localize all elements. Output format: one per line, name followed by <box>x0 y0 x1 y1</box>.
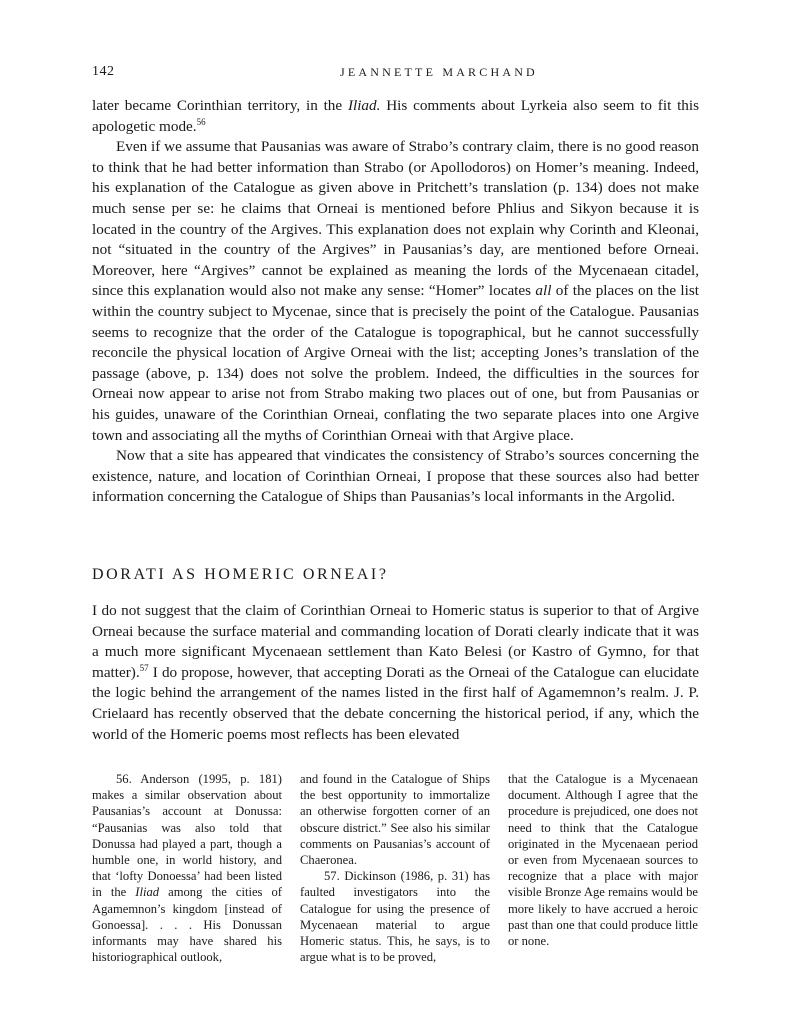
section-heading: DORATI AS HOMERIC ORNEAI? <box>92 566 389 583</box>
p4-text-a: I do not suggest that the claim of Corinthian Orneai to Homeric status is superior to that of Argive Orneai because the surface material and commanding location of Dorati clearly indicate that it was a much more significant Mycenaean settlement than Kato Belesi (or Kastro of Gymno, for that matter). <box>92 602 699 681</box>
paragraph-2 <box>92 137 699 446</box>
p2-text-b: of the places on the list within the country subject to Mycenae, since that is precisely the point of the Catalogue. Pausanias seems to recognize that the order of the Catalogue is topographical, but he cannot successfully reconcile the physical location of Argive Orneai with the list; accepting Jones’s translation of the passage (above, p. 134) does not solve the problem. Indeed, the difficulties in the sources for Orneai now appear to arise not from Strabo making two places out of one, but from Pausanias or his guides, unaware of the Corinthian Orneai, conflating the two separate places into one Argive town and associating all the myths of Corinthian Orneai with that Argive place. <box>92 282 699 444</box>
p1-text-a: later became Corinthian territory, in the <box>92 97 348 114</box>
p1-text-b: His comments about Lyrkeia also seem to fit this apologetic mode. <box>92 97 700 135</box>
footnote-ref-57[interactable]: 57 <box>139 662 149 673</box>
p2-italic-all: all <box>535 282 552 300</box>
fn56-italic-iliad: Iliad <box>135 885 160 900</box>
body-text-lower <box>92 601 699 745</box>
p1-italic-iliad: Iliad. <box>347 97 381 114</box>
p2-text-a: Even if we assume that Pausanias was aware of Strabo’s contrary claim, there is no good reason to think that he had better information than Strabo (or Apollodoros) on Homer’s meaning. Indeed, his explanation of the Catalogue as given above in Pritchett’s translation (p. 134) does not make much sense per se: he claims that Orneai is mentioned before Phlius and Sikyon because it is located in the country of the Argives. This explanation does not explain why Corinth and Kleonai, not “situated in the country of the Argives” in Pausanias’s day, are mentioned before Orneai. Moreover, here “Argives” cannot be explained as meaning the lords of the Mycenaean citadel, since this explanation would also not make any sense: “Homer” locates <box>92 138 699 300</box>
paragraph-1 <box>92 96 699 137</box>
fn56-text-a: 56. Anderson (1995, p. 181) makes a similar observation about Pausanias’s account at Donussa: “Pausanias was also told that Donussa had played a part, though a humble one, in world history, and that ‘lofty Donoessa’ had been listed in the <box>92 772 282 900</box>
footnote-57: 57. Dickinson (1986, p. 31) has faulted investigators into the Catalogue for using the presence of Mycenaean material to argue Homeric status. This, he says, is to argue what is to be proved, <box>300 869 490 965</box>
paragraph-4 <box>92 601 699 745</box>
body-text-upper <box>92 96 699 508</box>
fn56-text-b: among the cities of Agamemnon’s kingdom [instead of Gonoessa]. . . . His Donussan informants may have shared his historiographical outlook, <box>92 885 282 965</box>
p4-text-b: I do propose, however, that accepting Dorati as the Orneai of the Catalogue can elucidate the logic behind the arrangement of the names listed in the first half of Agamemnon’s realm. J. P. Crielaard has recently observed that the debate concerning the historical period, if any, which the world of the Homeric poems most reflects has been elevated <box>92 663 699 743</box>
page-header <box>92 64 700 84</box>
footnote-column-3 <box>508 771 698 949</box>
footnote-57-continued: that the Catalogue is a Mycenaean document. Although I agree that the procedure is prejudiced, one does not need to think that the Catalogue originated in the Mycenaean period or even from Mycenaean sources to recognize that a place with major visible Bronze Age remains would be more likely to have accrued a heroic past than one that could produce little or none. <box>508 772 698 949</box>
footnote-column-1 <box>92 771 282 965</box>
footnote-column-2 <box>300 771 490 965</box>
footnote-ref-56[interactable]: 56 <box>196 116 206 127</box>
footnote-56 <box>92 771 282 965</box>
paragraph-3: Now that a site has appeared that vindicates the consistency of Strabo’s sources concerning the existence, nature, and location of Corinthian Orneai, I propose that these sources also had better information concerning the Catalogue of Ships than Pausanias’s local informants in the Argolid. <box>92 447 699 506</box>
footnote-56-continued: and found in the Catalogue of Ships the best opportunity to immortalize an otherwise forgotten corner of an obscure district.” See also his similar comments on Pausanias’s account of Chaeronea. <box>300 772 490 868</box>
page-number: 142 <box>92 64 115 79</box>
running-head: JEANNETTE MARCHAND <box>340 65 538 79</box>
